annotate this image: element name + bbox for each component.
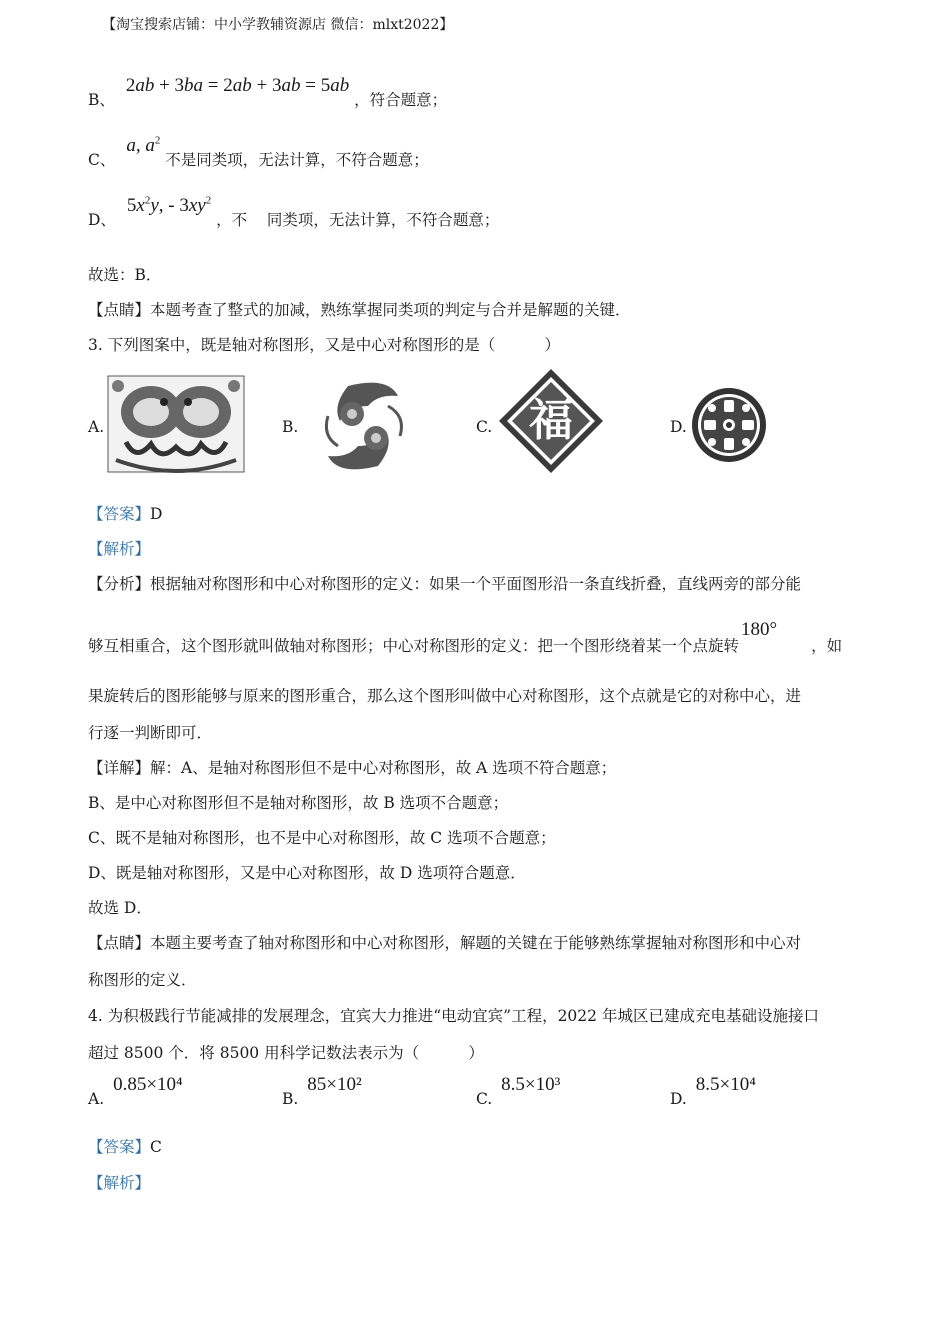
twin-fish-papercut-icon: [106, 372, 246, 476]
math-expression: 2ab + 3ba = 2ab + 3ab = 5ab: [125, 75, 350, 96]
swirl-papercut-icon: [318, 376, 410, 476]
option-label: D、: [88, 211, 116, 229]
q3-comment-1: 【点睛】本题主要考查了轴对称图形和中心对称图形，解题的关键在于能够熟练掌握轴对称图形和中心对: [88, 934, 802, 952]
option-label: D.: [670, 418, 687, 436]
math-expression: $5x^2y$, - $3xy^2$: [126, 194, 212, 216]
option-math: 8.5×10⁴: [695, 1074, 756, 1095]
page-header: 【淘宝搜索店铺：中小学教辅资源店 微信：mlxt2022】: [102, 17, 454, 33]
q4-option-c[interactable]: [476, 1074, 561, 1108]
option-math: 0.85×10⁴: [113, 1074, 183, 1095]
q3-option-d[interactable]: [670, 370, 840, 480]
q3-analysis-tag: 【解析】: [88, 540, 151, 558]
q4-option-a[interactable]: [88, 1074, 183, 1108]
option-text: ，不 同类项，无法计算，不符合题意；: [216, 211, 500, 229]
q2-option-b: [88, 74, 448, 109]
option-label: C.: [476, 1090, 493, 1108]
option-label: B、: [88, 91, 115, 109]
q3-option-a[interactable]: [88, 370, 258, 480]
q3-detail-3: C、既不是轴对称图形，也不是中心对称图形，故 C 选项不合题意；: [88, 829, 556, 847]
option-label: A.: [88, 1090, 105, 1108]
q3-analysis-line4: 行逐一判断即可．: [88, 724, 213, 742]
q4-option-d[interactable]: [670, 1074, 756, 1108]
option-text: ，符合题意；: [354, 91, 448, 109]
q3-answer: [88, 502, 162, 524]
option-math: 85×10²: [307, 1074, 362, 1095]
fu-character: 福: [529, 395, 573, 446]
fu-diamond-papercut-icon: [498, 368, 604, 474]
q2-choice: 故选：B．: [88, 266, 162, 284]
option-text: 不是同类项，无法计算，不符合题意；: [165, 151, 429, 169]
q4-analysis-tag: 【解析】: [88, 1174, 151, 1192]
option-label: A.: [88, 418, 105, 436]
angle-180: 180°: [741, 619, 778, 640]
q3-question: 3. 下列图案中，既是轴对称图形，又是中心对称图形的是（ ）: [88, 336, 560, 354]
q3-detail-1: 【详解】解：A、是轴对称图形但不是中心对称图形，故 A 选项不符合题意；: [88, 759, 617, 777]
q3-comment-2: 称图形的定义．: [88, 971, 197, 989]
q3-choice: 故选 D．: [88, 899, 152, 917]
answer-value: D: [150, 505, 163, 523]
q3-analysis-line2: [88, 618, 843, 655]
q3-options: [88, 370, 868, 480]
option-math: 8.5×10³: [501, 1074, 561, 1095]
circular-papercut-icon: [690, 386, 768, 464]
q3-detail-2: B、是中心对称图形但不是轴对称图形，故 B 选项不合题意；: [88, 794, 509, 812]
option-label: B.: [282, 1090, 299, 1108]
q3-analysis-line3: 果旋转后的图形能够与原来的图形重合，那么这个图形叫做中心对称图形，这个点就是它的对称中心，进: [88, 687, 802, 705]
q4-question-1: 4. 为积极践行节能减排的发展理念，宜宾大力推进“电动宜宾”工程，2022 年城区已建成充电基础设施接口: [88, 1007, 819, 1025]
q2-comment: 【点睛】本题考查了整式的加减，熟练掌握同类项的判定与合并是解题的关键．: [88, 301, 631, 319]
q4-options: [88, 1074, 868, 1114]
q2-option-c: [88, 134, 429, 169]
q3-detail-4: D、既是轴对称图形，又是中心对称图形，故 D 选项符合题意．: [88, 864, 526, 882]
q3-option-c[interactable]: [476, 370, 646, 480]
q2-option-d: [88, 194, 500, 229]
q3-option-b[interactable]: [282, 370, 452, 480]
q4-option-b[interactable]: [282, 1074, 362, 1108]
q4-question-2: 超过 8500 个．将 8500 用科学记数法表示为（ ）: [88, 1044, 484, 1062]
analysis-text-end: ，如: [811, 637, 843, 655]
option-label: B.: [282, 418, 299, 436]
analysis-text: 够互相重合，这个图形就叫做轴对称图形；中心对称图形的定义：把一个图形绕着某一个点旋转: [88, 637, 740, 655]
option-label: D.: [670, 1090, 687, 1108]
q4-answer: [88, 1135, 162, 1157]
option-label: C、: [88, 151, 116, 169]
option-label: C.: [476, 418, 493, 436]
math-expression: a, $a^2$: [126, 134, 161, 156]
answer-value: C: [150, 1138, 162, 1156]
answer-tag: 【答案】: [88, 505, 151, 523]
q3-analysis-line1: 【分析】根据轴对称图形和中心对称图形的定义：如果一个平面图形沿一条直线折叠，直线两旁的部分能: [88, 575, 802, 593]
answer-tag: 【答案】: [88, 1138, 151, 1156]
